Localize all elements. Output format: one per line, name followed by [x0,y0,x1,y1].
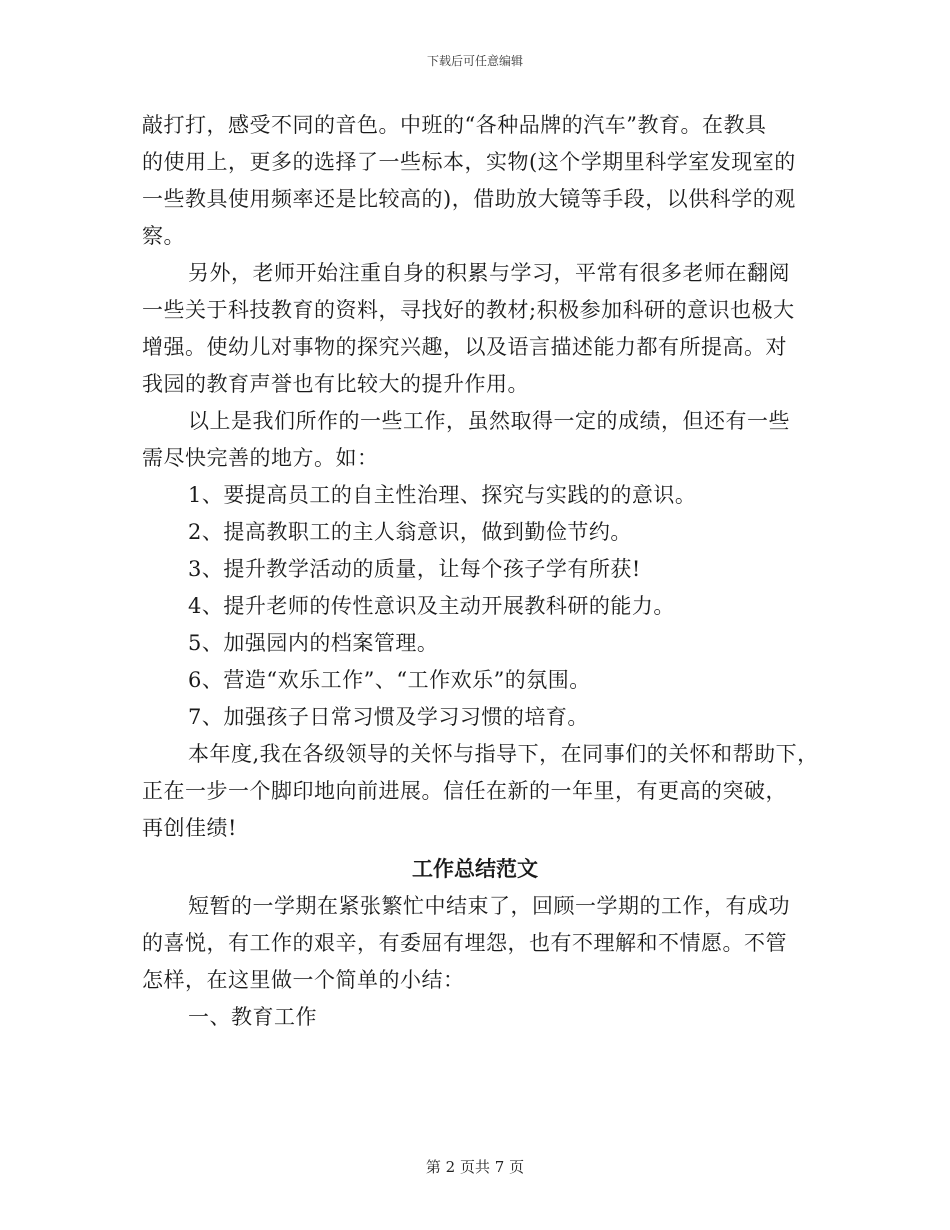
list-item: 2、提高教职工的主人翁意识，做到勤俭节约。 [188,520,632,544]
list-item: 4、提升老师的传性意识及主动开展教科研的能力。 [188,594,675,618]
paragraph-line: 增强。使幼儿对事物的探究兴趣，以及语言描述能力都有所提高。对 [142,335,787,359]
paragraph-line: 的喜悦，有工作的艰辛，有委屈有埋怨，也有不理解和不情愿。不管 [142,931,787,955]
paragraph-line: 需尽快完善的地方。如： [142,446,379,470]
list-item: 3、提升教学活动的质量，让每个孩子学有所获! [188,557,641,581]
list-item: 7、加强孩子日常习惯及学习习惯的培育。 [188,705,589,729]
paragraph-line: 再创佳绩! [142,816,237,840]
paragraph-line: 的使用上，更多的选择了一些标本，实物(这个学期里科学室发现室的 [142,150,796,174]
section-title: 工作总结范文 [412,856,538,881]
paragraph-line: 怎样，在这里做一个简单的小结： [142,968,465,992]
paragraph-line: 本年度,我在各级领导的关怀与指导下，在同事们的关怀和帮助下， [188,742,819,766]
paragraph-line: 正在一步一个脚印地向前进展。信任在新的一年里，有更高的突破， [142,779,787,803]
paragraph-line: 敲打打，感受不同的音色。中班的“各种品牌的汽车”教育。在教具 [142,113,767,137]
paragraph-line: 另外，老师开始注重自身的积累与学习，平常有很多老师在翻阅 [188,261,790,285]
list-item: 5、加强园内的档案管理。 [188,631,439,655]
paragraph-line: 察。 [142,224,185,248]
subsection-heading: 一、教育工作 [188,1005,317,1029]
paragraph-line: 以上是我们所作的一些工作，虽然取得一定的成绩，但还有一些 [188,409,790,433]
list-item: 6、营造“欢乐工作”、“工作欢乐”的氛围。 [188,668,591,692]
paragraph-line: 一些关于科技教育的资料，寻找好的教材;积极参加科研的意识也极大 [142,298,795,322]
list-item: 1、要提高员工的自主性治理、探究与实践的的意识。 [188,483,697,507]
paragraph-line: 一些教具使用频率还是比较高的)，借助放大镜等手段，以供科学的观 [142,187,796,211]
page-header: 下载后可任意编辑 [426,54,523,68]
paragraph-line: 短暂的一学期在紧张繁忙中结束了，回顾一学期的工作，有成功 [188,894,790,918]
paragraph-line: 我园的教育声誉也有比较大的提升作用。 [142,372,529,396]
page-footer: 第 2 页共 7 页 [425,1158,525,1176]
